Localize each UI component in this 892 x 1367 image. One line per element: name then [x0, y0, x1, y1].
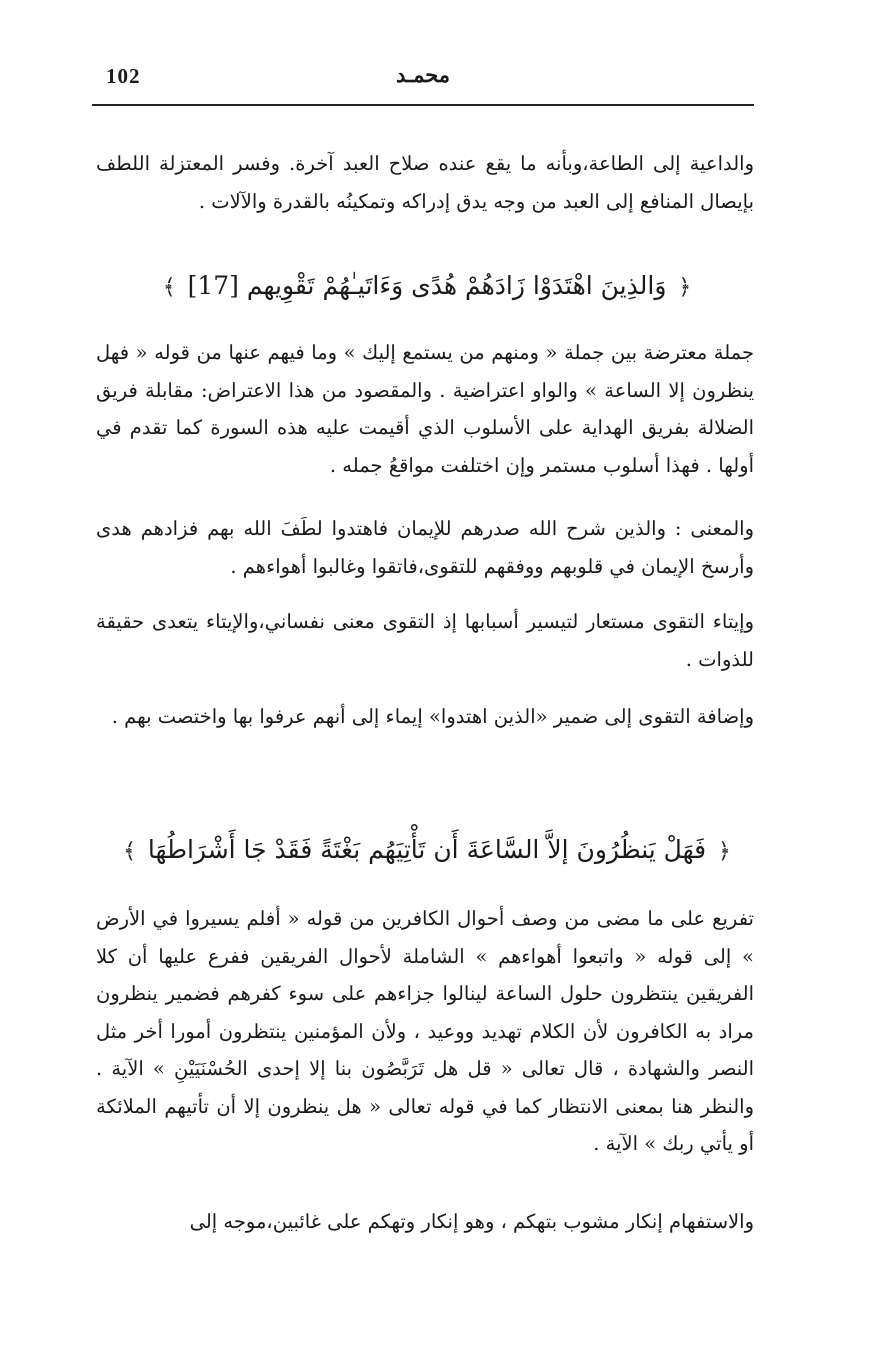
- paragraph-6: تفريع على ما مضى من وصف أحوال الكافرين من قوله « أفلم يسيروا في الأرض » إلى قوله « واتبعوا أهواءهم » الشاملة لأحوال الفريقين ففرع عليها أن كلا الفريقين ينتظرون حلول الساعة لينالوا جزاءهم على سوء كفرهم فضمير ينظرون مراد به الكافرون لأن الكلام تهديد ووعيد ، ولأن المؤمنين ينتظرون أمورا أخر مثل النصر والشهادة ، قال تعالى « قل هل تَرَبَّصُون بنا إلا إحدى الحُسْنَيَيْنِ » الآية . والنظر هنا بمعنى الانتظار كما في قوله تعالى « هل ينظرون إلا أن تأتيهم الملائكة أو يأتي ربك » الآية .: [96, 907, 754, 1155]
- paragraph-4: وإيتاء التقوى مستعار لتيسير أسبابها إذ التقوى معنى نفساني،والإيتاء يتعدى حقيقة للذوات .: [96, 610, 754, 671]
- paragraph-1: والداعية إلى الطاعة،وبأنه ما يقع عنده صلاح العبد آخرة. وفسر المعتزلة اللطف بإيصال المنافع إلى العبد من وجه يدق إدراكه وتمكينُه بالقدرة والآلات .: [96, 152, 754, 213]
- verse-open-bracket: ﴿: [718, 839, 731, 864]
- verse-17: [100, 266, 754, 308]
- verse-18: [100, 830, 754, 872]
- page-number: 102: [106, 64, 141, 88]
- page-header: [92, 62, 754, 102]
- header-rule: [92, 104, 754, 106]
- paragraph-7: والاستفهام إنكار مشوب بتهكم ، وهو إنكار وتهكم على غائبين،موجه إلى: [189, 1210, 754, 1233]
- paragraph-5: وإضافة التقوى إلى ضمير «الذين اهتدوا» إيماء إلى أنهم عرفوا بها واختصت بهم .: [111, 705, 754, 728]
- verse-text: وَالذِينَ اهْتَدَوْا زَادَهُمْ هُدًى وَءَاتَيـٰهُمْ تَقْوِيهم [17]: [187, 271, 667, 300]
- running-title: محمـد: [395, 62, 451, 87]
- verse-close-bracket: ﴾: [162, 275, 176, 300]
- paragraph-2: جملة معترضة بين جملة « ومنهم من يستمع إليك » وما فيهم عنها من قوله « فهل ينظرون إلا الساعة » والواو اعتراضية . والمقصود من هذا الاعتراض: مقابلة فريق الضلالة بفريق الهداية على الأسلوب الذي أقيمت عليه هذه السورة كما تقدم في أولها . فهذا أسلوب مستمر وإن اختلفت مواقعُ جمله .: [96, 341, 754, 477]
- verse-open-bracket: ﴿: [678, 275, 692, 300]
- paragraph-3: والمعنى : والذين شرح الله صدرهم للإيمان فاهتدوا لطَفَ الله بهم فزادهم هدى وأرسخ الإيمان في قلوبهم ووفقهم للتقوى،فاتقوا وغالبوا أهواءهم .: [96, 517, 754, 578]
- verse-close-bracket: ﴾: [123, 839, 136, 864]
- verse-text: فَهَلْ يَنظُرُونَ إلاَّ السَّاعَةَ أَن تَأْتِيَهُم بَغْتَةً فَقَدْ جَا أَشْرَاطُهَا: [147, 835, 707, 864]
